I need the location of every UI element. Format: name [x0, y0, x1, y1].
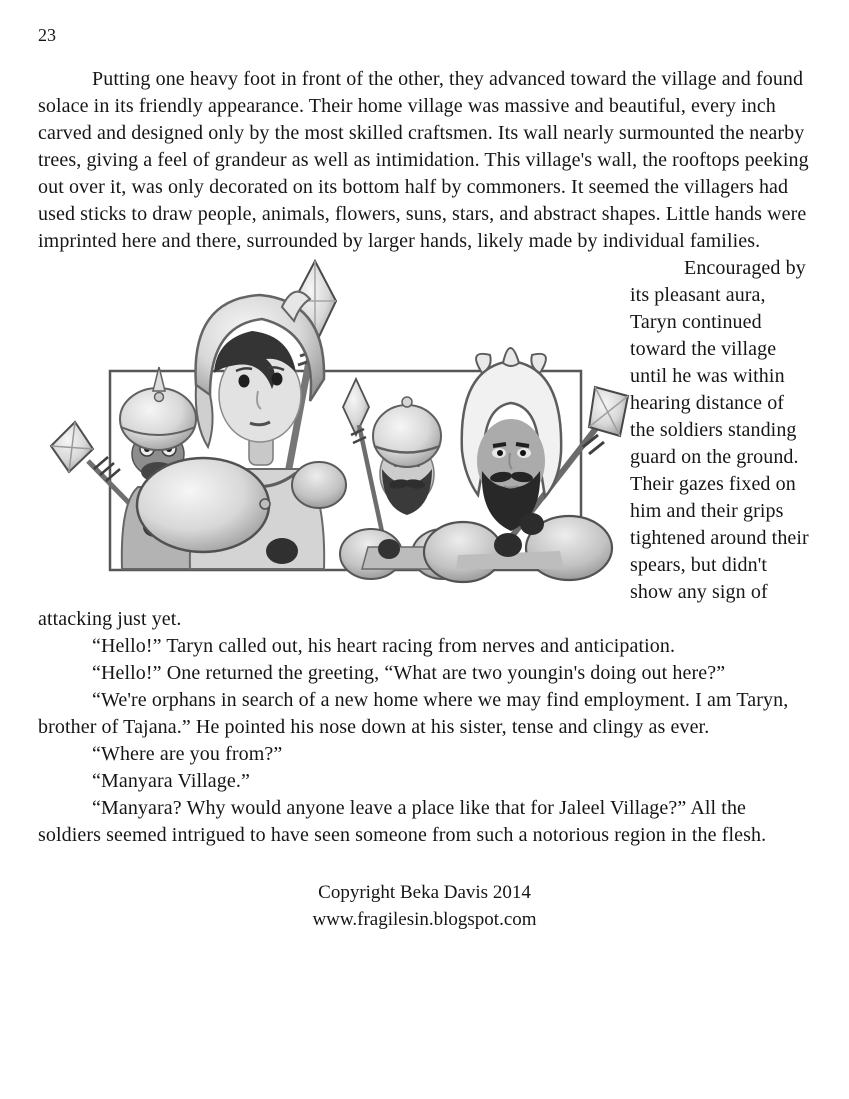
- story-paragraph: “Manyara Village.”: [92, 770, 250, 792]
- story-paragraph: “Hello!” One returned the greeting, “What are two youngin's doing out here?”: [92, 662, 726, 684]
- page-number: 23: [38, 25, 56, 45]
- footer-url: www.fragilesin.blogspot.com: [312, 909, 537, 930]
- story-paragraph: “Where are you from?”: [92, 743, 283, 765]
- story-paragraph: “Hello!” Taryn called out, his heart racing from nerves and anticipation.: [92, 635, 676, 657]
- soldiers-illustration-drawing: [38, 255, 630, 587]
- story-paragraph: “Manyara? Why would anyone leave a place like that for Jaleel Village?” All the soldiers seemed intrigued to have seen someone from such a notorious region in the flesh.: [38, 797, 767, 846]
- soldiers-illustration: [38, 255, 630, 587]
- story-text: [38, 66, 811, 849]
- footer-copyright: Copyright Beka Davis 2014: [318, 882, 531, 903]
- story-paragraph: Encouraged by its pleasant aura, Taryn continued toward the village until he was within hearing distance of the soldiers standing guard on the ground. Their gazes fixed on him and their grips tightened around their spears, but didn't show any sign of attacking just yet.: [38, 257, 809, 630]
- page-footer: [38, 879, 811, 933]
- story-paragraph: Putting one heavy foot in front of the other, they advanced toward the village and found solace in its friendly appearance. Their home village was massive and beautiful, every inch carved and designed only by the most skilled craftsmen. Its wall nearly surmounted the nearby trees, giving a feel of grandeur as well as intimidation. This village's wall, the rooftops peeking out over it, was only decorated on its bottom half by commoners. It seemed the villagers had used sticks to draw people, animals, flowers, suns, stars, and abstract shapes. Little hands were imprinted here and there, surrounded by larger hands, likely made by individual families.: [38, 68, 809, 252]
- story-paragraph: “We're orphans in search of a new home where we may find employment. I am Taryn, brother of Tajana.” He pointed his nose down at his sister, tense and clingy as ever.: [38, 689, 789, 738]
